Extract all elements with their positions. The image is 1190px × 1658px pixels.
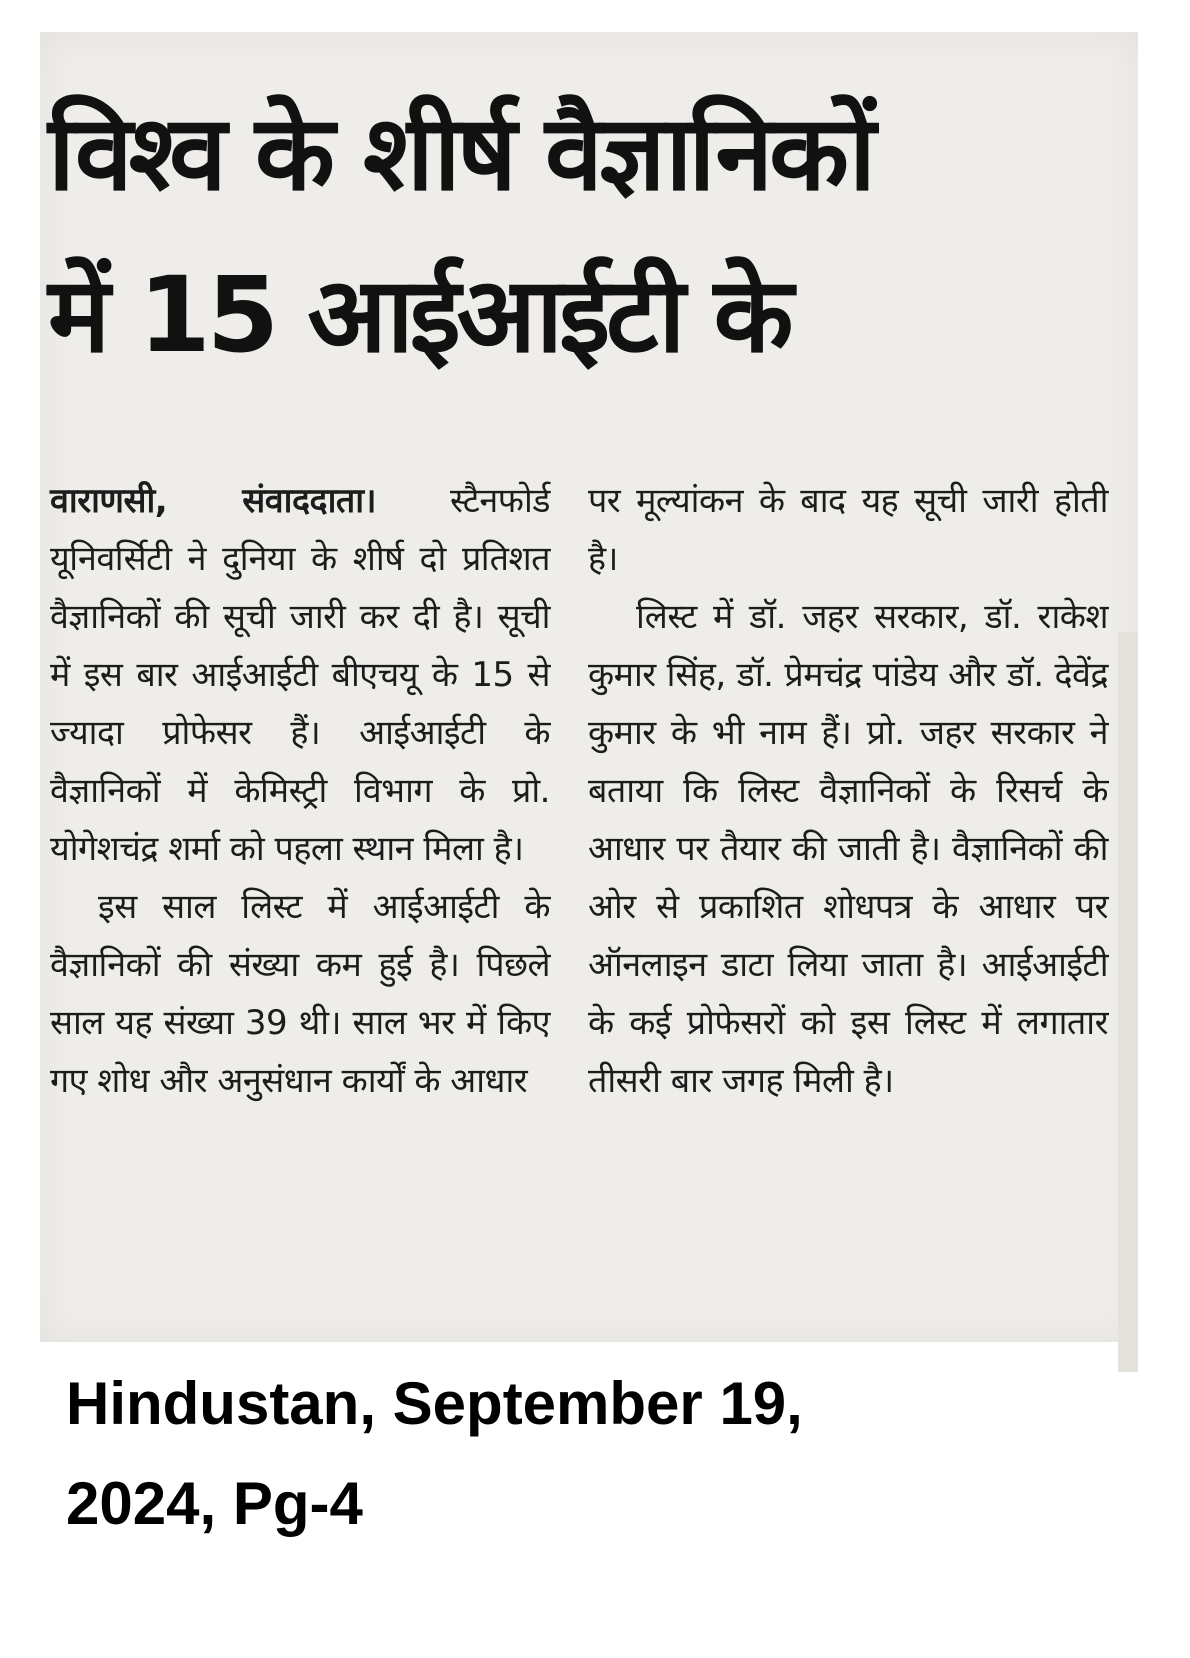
article-column-right bbox=[588, 472, 1108, 1110]
article-headline bbox=[48, 72, 1128, 396]
article-paragraph-1 bbox=[50, 472, 550, 878]
dateline: वाराणसी, संवाददाता। bbox=[50, 481, 376, 521]
caption-line-1: Hindustan, September 19, bbox=[66, 1370, 803, 1437]
source-caption bbox=[66, 1354, 1066, 1554]
article-paragraph-4: लिस्ट में डॉ. जहर सरकार, डॉ. राकेश कुमार सिंह, डॉ. प्रेमचंद्र पांडेय और डॉ. देवेंद्र कुमार के भी नाम हैं। प्रो. जहर सरकार ने बताया कि लिस्ट वैज्ञानिकों के रिसर्च के आधार पर तैयार की जाती है। वैज्ञानिकों की ओर से प्रकाशित शोधपत्र के आधार पर ऑनलाइन डाटा लिया जाता है। आईआईटी के कई प्रोफेसरों को इस लिस्ट में लगातार तीसरी बार जगह मिली है। bbox=[588, 597, 1108, 1101]
article-paragraph-3: पर मूल्यांकन के बाद यह सूची जारी होती है। bbox=[588, 481, 1108, 579]
headline-line-2: में 15 आईआईटी के bbox=[48, 254, 790, 376]
caption-line-2: 2024, Pg-4 bbox=[66, 1470, 363, 1537]
article-column-left bbox=[50, 472, 550, 1110]
article-paragraph-2: इस साल लिस्ट में आईआईटी के वैज्ञानिकों की संख्या कम हुई है। पिछले साल यह संख्या 39 थी। साल भर में किए गए शोध और अनुसंधान कार्यों के आधार bbox=[50, 887, 550, 1101]
paragraph-1-body: स्टैनफोर्ड यूनिवर्सिटी ने दुनिया के शीर्ष दो प्रतिशत वैज्ञानिकों की सूची जारी कर दी है। सूची में इस बार आईआईटी बीएचयू के 15 से ज्यादा प्रोफेसर हैं। आईआईटी के वैज्ञानिकों में केमिस्ट्री विभाग के प्रो. योगेशचंद्र शर्मा को पहला स्थान मिला है। bbox=[50, 481, 550, 869]
newspaper-clipping bbox=[40, 32, 1138, 1342]
headline-line-1: विश्व के शीर्ष वैज्ञानिकों bbox=[48, 92, 872, 214]
adjacent-column-edge bbox=[1118, 632, 1138, 1372]
